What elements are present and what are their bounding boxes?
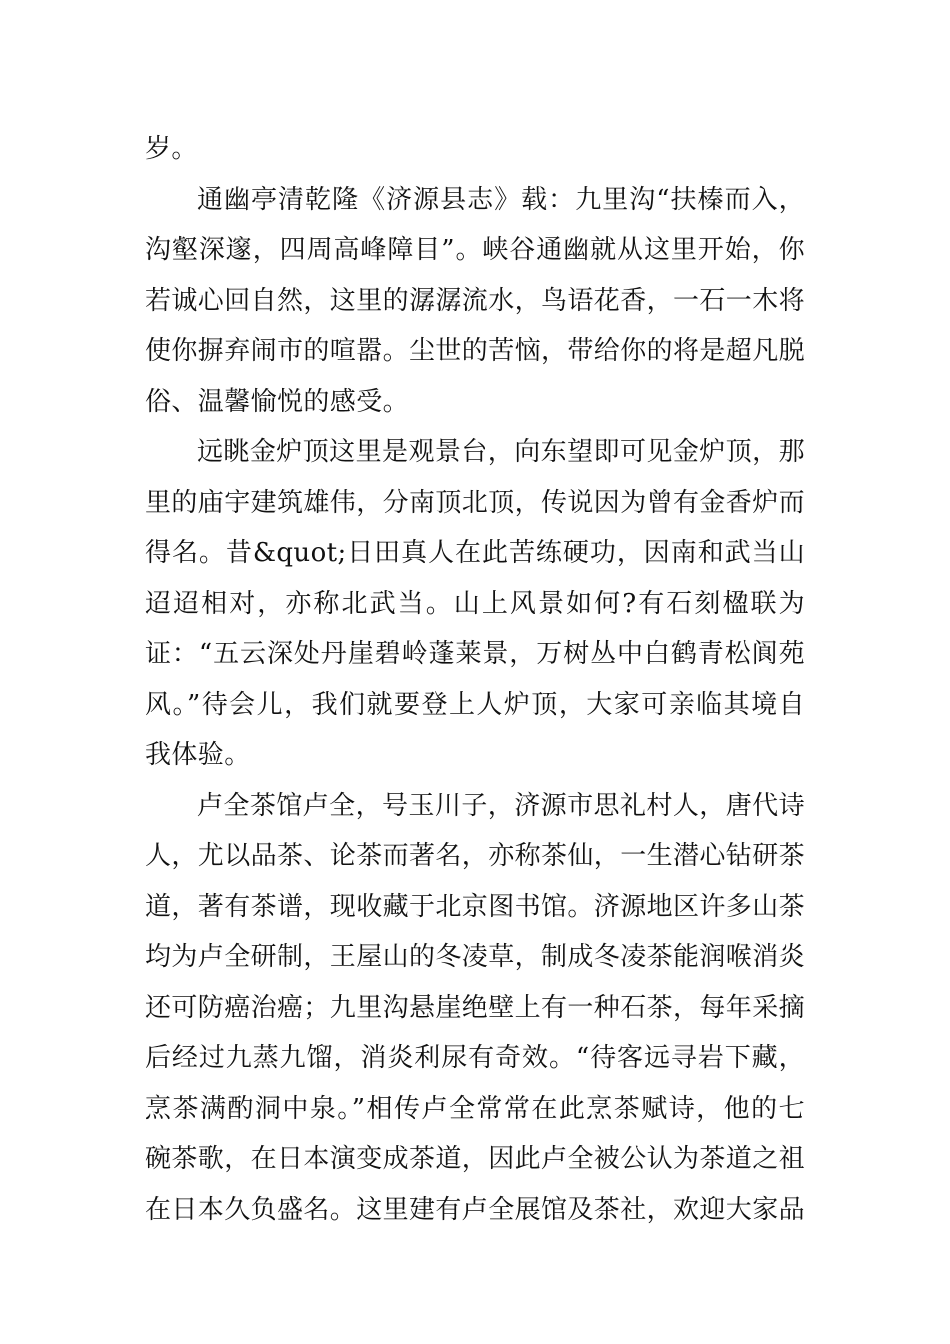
paragraph-2: 通幽亭清乾隆《济源县志》载：九里沟“扶榛而入，沟壑深邃，四周高峰障目”。峡谷通幽就从这里开始，你若诚心回自然，这里的潺潺流水，鸟语花香，一石一木将使你摒弃闹市的喧嚣。尘世的苦恼，带给你的将是超凡脱俗、温馨愉悦的感受。	[145, 184, 806, 417]
paragraph-1: 岁。	[145, 134, 198, 164]
paragraph-4: 卢全茶馆卢全，号玉川子，济源市思礼村人，唐代诗人，尤以品茶、论茶而著名，亦称茶仙，一生潜心钻研茶道，著有茶谱，现收藏于北京图书馆。济源地区许多山茶均为卢全研制，王屋山的冬凌草，制成冬凌茶能润喉消炎还可防癌治癌；九里沟悬崖绝壁上有一种石茶，每年采摘后经过九蒸九馏，消炎利尿有奇效。“待客远寻岩下藏，烹茶满酌洞中泉。”相传卢全常常在此烹茶赋诗，他的七碗茶歌，在日本演变成茶道，因此卢全被公认为茶道之祖在日本久负盛名。这里建有卢全展馆及茶社，欢迎大家品	[145, 790, 806, 1225]
document-body	[145, 124, 805, 1235]
paragraph-3: 远眺金炉顶这里是观景台，向东望即可见金炉顶，那里的庙宇建筑雄伟，分南顶北顶，传说因为曾有金香炉而得名。昔&quot;日田真人在此苦练硬功，因南和武当山迢迢相对，亦称北武当。山上风景如何?有石刻楹联为证：“五云深处丹崖碧岭蓬莱景，万树丛中白鹤青松阆苑风。”待会儿，我们就要登上人炉顶，大家可亲临其境自我体验。	[145, 437, 806, 770]
